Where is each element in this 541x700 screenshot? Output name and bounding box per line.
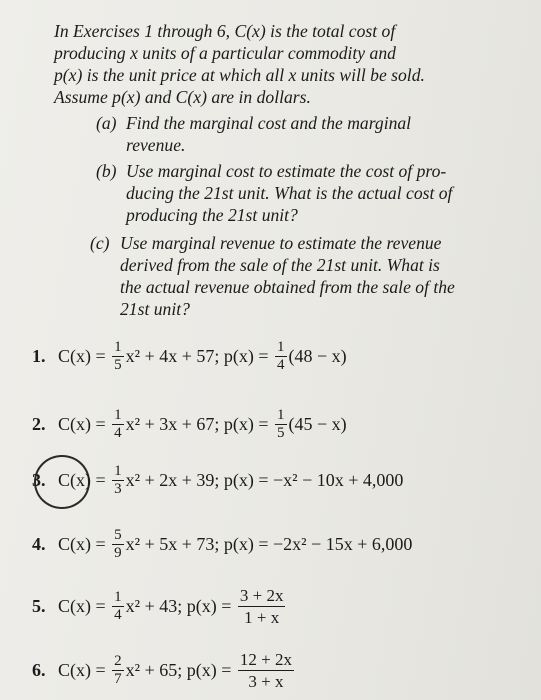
price-terms: (48 − x) (288, 345, 347, 366)
cost-fraction: $\frac{5}{9}$ (114, 526, 122, 561)
cost-terms: + 3x + 67; (144, 413, 220, 434)
price-expression: −2x² − 15x + 6,000 (273, 533, 413, 554)
cost-label: C(x) = (58, 659, 106, 680)
part-label: (b) (96, 161, 117, 181)
exercise-number: 6. (32, 659, 46, 680)
x-squared: x² (125, 533, 141, 554)
exercise-5 (32, 584, 532, 628)
price-expression: −x² − 10x + 4,000 (273, 469, 404, 490)
price-label: p(x) = (223, 533, 269, 554)
intro-line: Assume p(x) and C(x) are in dollars. (54, 87, 311, 107)
exercise-number: 3. (32, 469, 46, 490)
price-label: p(x) = (223, 469, 269, 490)
part-line: derived from the sale of the 21st unit. What is (120, 255, 440, 275)
part-line: revenue. (126, 135, 186, 155)
exercise-6 (32, 648, 532, 692)
cost-terms: + 65; (144, 659, 183, 680)
price-fraction: $\frac{12 + 2x}{3 + x}$ (239, 649, 292, 691)
x-squared: x² (125, 469, 141, 490)
cost-label: C(x) = (58, 413, 106, 434)
cost-label: C(x) = (58, 533, 106, 554)
price-fraction: $\frac{1}{5}$ (277, 406, 285, 441)
part-line: Use marginal revenue to estimate the revenue (120, 233, 442, 253)
x-squared: x² (125, 659, 141, 680)
intro-line: In Exercises 1 through 6, C(x) is the total cost of (54, 21, 396, 41)
cost-fraction: $\frac{1}{5}$ (114, 338, 122, 373)
part-label: (c) (90, 233, 110, 253)
exercise-number: 5. (32, 595, 46, 616)
part-line: 21st unit? (120, 299, 190, 319)
price-label: p(x) = (223, 345, 269, 366)
x-squared: x² (125, 595, 141, 616)
price-label: p(x) = (186, 659, 232, 680)
exercise-4 (32, 522, 532, 566)
x-squared: x² (125, 413, 141, 434)
cost-terms: + 2x + 39; (144, 469, 220, 490)
exercise-number: 4. (32, 533, 46, 554)
part-line: the actual revenue obtained from the sale of the (120, 277, 455, 297)
price-fraction: $\frac{3 + 2x}{1 + x}$ (239, 585, 284, 627)
part-line: ducing the 21st unit. What is the actual cost of (126, 183, 453, 203)
cost-label: C(x) = (58, 345, 106, 366)
exercise-instructions (54, 20, 514, 108)
cost-terms: + 5x + 73; (144, 533, 220, 554)
intro-line: p(x) is the unit price at which all x units will be sold. (54, 65, 425, 85)
price-label: p(x) = (186, 595, 232, 616)
exercise-3 (32, 458, 532, 502)
price-fraction: $\frac{1}{4}$ (277, 338, 285, 373)
part-line: Use marginal cost to estimate the cost of pro- (126, 161, 447, 181)
exercise-1 (32, 334, 532, 378)
cost-terms: + 43; (144, 595, 183, 616)
cost-fraction: $\frac{2}{7}$ (114, 652, 122, 687)
cost-label: C(x) = (58, 469, 106, 490)
price-label: p(x) = (223, 413, 269, 434)
intro-line: producing x units of a particular commodity and (54, 43, 396, 63)
exercise-number: 2. (32, 413, 46, 434)
cost-fraction: $\frac{1}{3}$ (114, 462, 122, 497)
cost-terms: + 4x + 57; (144, 345, 220, 366)
price-terms: (45 − x) (288, 413, 347, 434)
part-line: producing the 21st unit? (126, 205, 298, 225)
part-line: Find the marginal cost and the marginal (126, 113, 412, 133)
x-squared: x² (125, 345, 141, 366)
exercise-number: 1. (32, 345, 46, 366)
part-label: (a) (96, 113, 117, 133)
exercise-2 (32, 402, 532, 446)
cost-label: C(x) = (58, 595, 106, 616)
cost-fraction: $\frac{1}{4}$ (114, 406, 122, 441)
cost-fraction: $\frac{1}{4}$ (114, 588, 122, 623)
